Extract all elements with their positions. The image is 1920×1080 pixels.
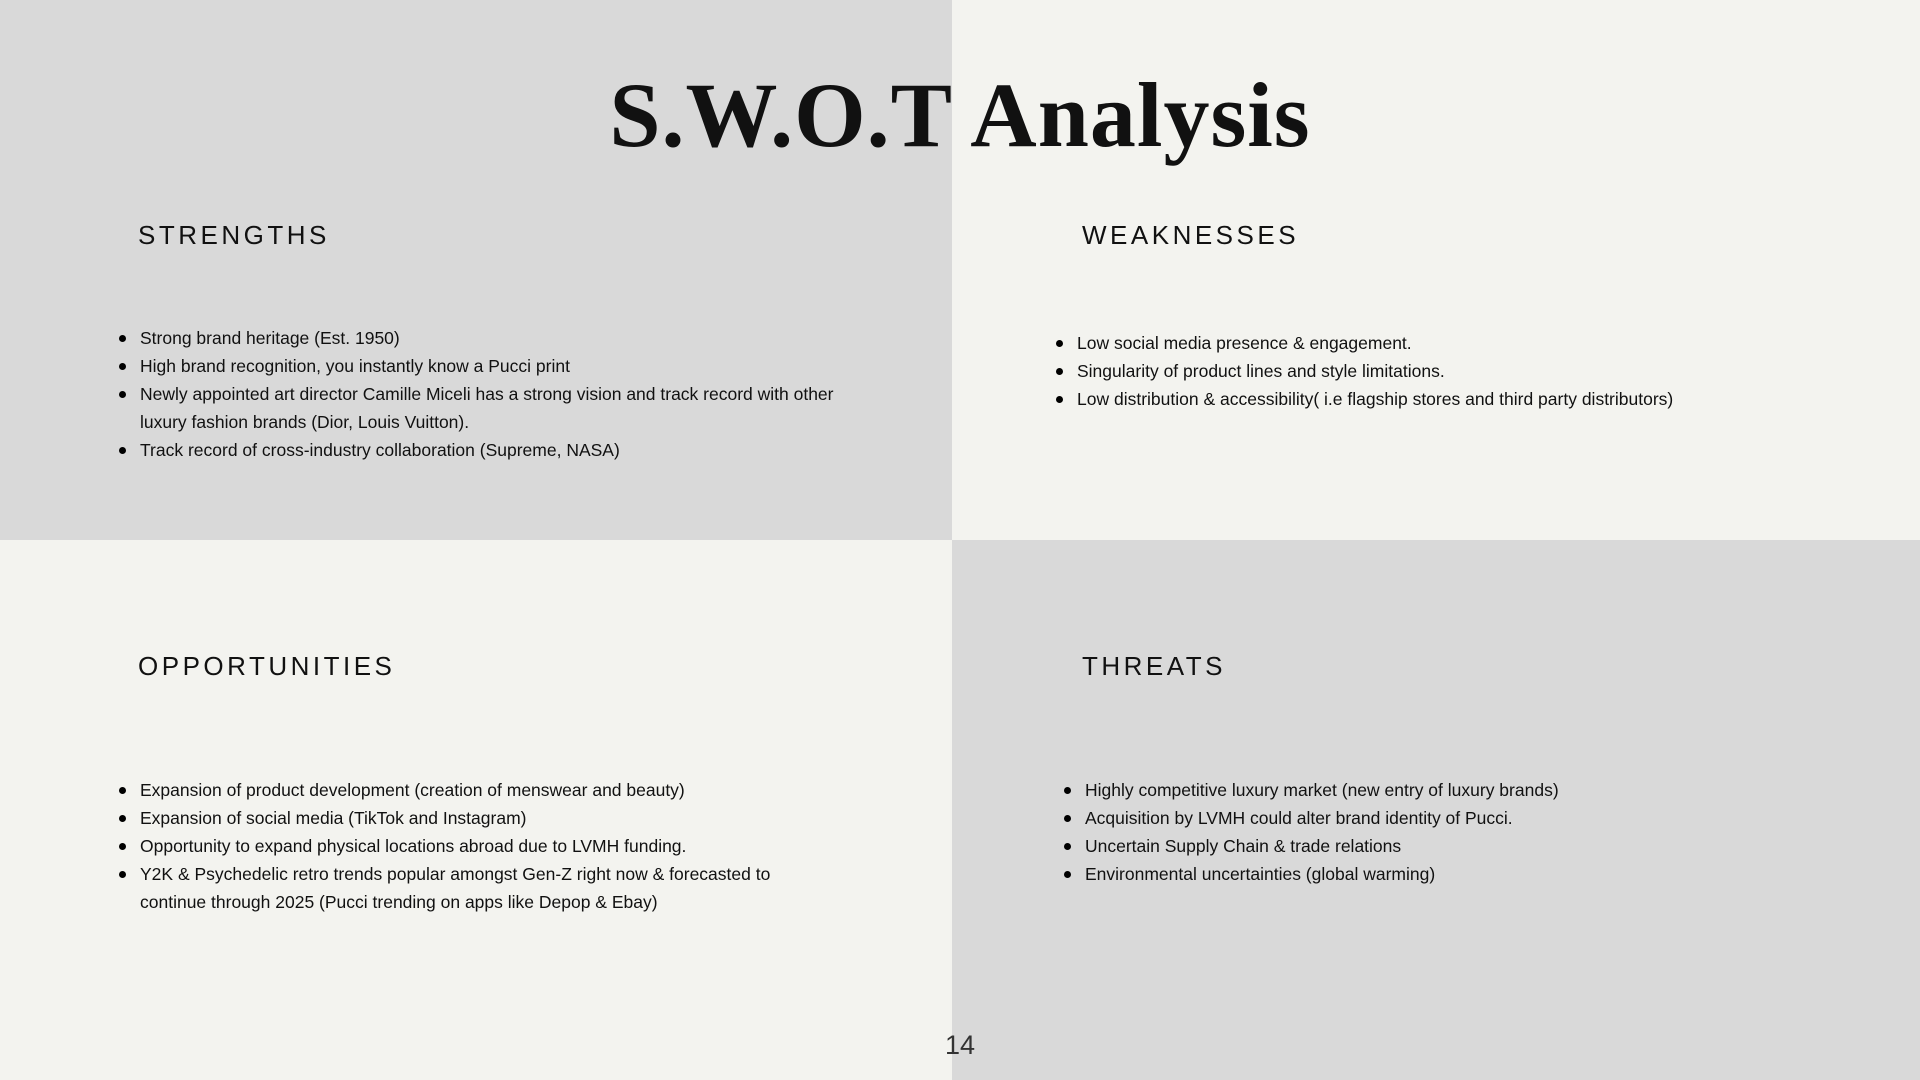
page-title: S.W.O.T Analysis xyxy=(609,64,1311,166)
list-item: Environmental uncertainties (global warming) xyxy=(1085,860,1805,888)
list-item: Track record of cross-industry collaboration (Supreme, NASA) xyxy=(140,436,850,464)
list-item: Newly appointed art director Camille Miceli has a strong vision and track record with other luxury fashion brands (Dior, Louis Vuitton). xyxy=(140,380,850,436)
list-item: Low distribution & accessibility( i.e flagship stores and third party distributors) xyxy=(1077,385,1837,413)
list-item: Opportunity to expand physical locations abroad due to LVMH funding. xyxy=(140,832,820,860)
list-item: Highly competitive luxury market (new entry of luxury brands) xyxy=(1085,776,1805,804)
list-item: Acquisition by LVMH could alter brand identity of Pucci. xyxy=(1085,804,1805,832)
strengths-list xyxy=(140,324,850,464)
list-item: Uncertain Supply Chain & trade relations xyxy=(1085,832,1805,860)
weaknesses-heading: WEAKNESSES xyxy=(1082,220,1300,250)
list-item: Expansion of product development (creation of menswear and beauty) xyxy=(140,776,820,804)
threats-list xyxy=(1085,776,1805,888)
weaknesses-list xyxy=(1077,329,1837,413)
opportunities-heading: OPPORTUNITIES xyxy=(138,651,396,681)
strengths-heading: STRENGTHS xyxy=(138,220,330,250)
list-item: Singularity of product lines and style limitations. xyxy=(1077,357,1837,385)
list-item: Strong brand heritage (Est. 1950) xyxy=(140,324,850,352)
list-item: Expansion of social media (TikTok and Instagram) xyxy=(140,804,820,832)
page-number: 14 xyxy=(944,1030,976,1060)
list-item: Low social media presence & engagement. xyxy=(1077,329,1837,357)
opportunities-list xyxy=(140,776,820,916)
list-item: High brand recognition, you instantly know a Pucci print xyxy=(140,352,850,380)
threats-heading: THREATS xyxy=(1082,651,1226,681)
list-item: Y2K & Psychedelic retro trends popular amongst Gen-Z right now & forecasted to continue through 2025 (Pucci trending on apps like Depop & Ebay) xyxy=(140,860,820,916)
